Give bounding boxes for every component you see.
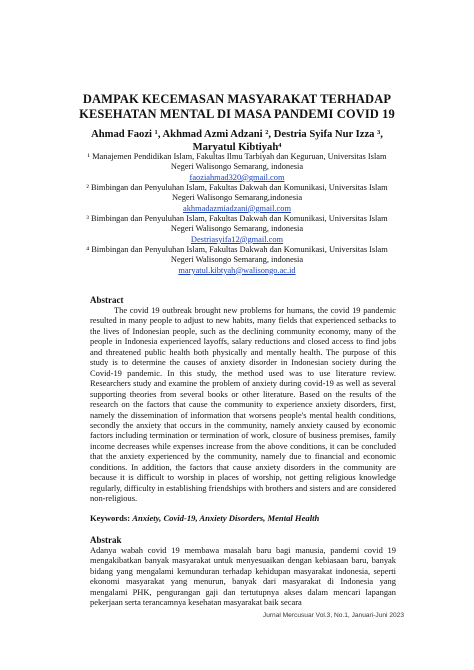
affiliation-2 xyxy=(86,183,388,214)
journal-footer: Jurnal Mercusuar Vol.3, No.1, Januari-Juni 2023 xyxy=(262,612,404,619)
keywords-list: Anxiety, Covid-19, Anxiety Disorders, Mental Health xyxy=(132,513,320,523)
affiliation-email-link[interactable]: akhmadazmiadzani@gmail.com xyxy=(183,203,291,213)
abstract-heading: Abstract xyxy=(90,295,124,305)
affiliation-email-link[interactable]: faoziahmad320@gmail.com xyxy=(189,172,285,182)
affiliation-text: ¹ Manajemen Pendidikan Islam, Fakultas Ilmu Tarbiyah dan Keguruan, Universitas Islam Negeri Walisongo Semarang, indonesia xyxy=(87,152,387,172)
paper-title: DAMPAK KECEMASAN MASYARAKAT TERHADAP KESEHATAN MENTAL DI MASA PANDEMI COVID 19 xyxy=(79,92,395,121)
keywords-line xyxy=(90,513,396,523)
affiliation-3 xyxy=(86,214,388,245)
abstrak-body: Adanya wabah covid 19 membawa masalah baru bagi manusia, pandemi covid 19 mengakibatkan banyak masyarakat untuk menyesuaikan dengan kebiasaan baru, banyak bidang yang mengalami kemunduran terhadap kehidupan masyarakat indonesia, seperti ekonomi masyarakat yang menurun, banyak dari masyarakat di Indonesia yang mengalami PHK, pengurangan gaji dan tertutupnya akses dalam mencari lapangan pekerjaan serta terancamnya kesehatan masyarakat baik secara xyxy=(90,545,396,608)
affiliation-text: ³ Bimbingan dan Penyuluhan Islam, Fakultas Dakwah dan Komunikasi, Universitas Islam Negeri Walisongo Semarang, indonesia xyxy=(86,214,388,234)
abstract-body: The covid 19 outbreak brought new problems for humans, the covid 19 pandemic resulted in many people to adjust to new habits, many fields that experienced setbacks to the lives of Indonesian people, such as the declining community economy, many of the people in Indonesia experienced layoffs, salary reductions and closed access to find jobs and threatened public health both physically and mentally health. The purpose of this study is to determine the causes of anxiety disorder in Indonesian society during the Covid-19 pandemic. In this study, the method used was to use literature review. Researchers study and examine the problem of anxiety during covid-19 as well as several supporting theories from several books or other literature. Based on the results of the research on the factors that cause the community to experience anxiety disorders, first, namely the dissemination of information that worsens people's mental health conditions, secondly the anxiety that occurs in the community, namely anxiety caused by economic factors including termination or termination of work, closure of business premises, family income decreases while expenses increase from the above conditions, it can be concluded that the anxiety experienced by the community, namely due to financial and economic conditions. In addition, the factors that cause anxiety disorders in the community are because it is difficult to worship in places of worship, not getting religious knowledge regularly, difficulty in establishing friendships with brothers and sisters and are considered non-religious. xyxy=(90,305,396,504)
keywords-label: Keywords: xyxy=(90,513,131,523)
affiliation-text: ⁴ Bimbingan dan Penyuluhan Islam, Fakultas Dakwah dan Komunikasi, Universitas Islam Negeri Walisongo Semarang, indonesia xyxy=(86,245,388,265)
affiliation-text: ² Bimbingan dan Penyuluhan Islam, Fakultas Dakwah dan Komunikasi, Universitas Islam Negeri Walisongo Semarang,indonesia xyxy=(86,183,388,203)
affiliation-email-link[interactable]: Destriasyifa12@gmail.com xyxy=(190,234,284,244)
author-list: Ahmad Faozi ¹, Akhmad Azmi Adzani ², Destria Syifa Nur Izza ³, Maryatul Kibtiyah⁴ xyxy=(91,129,383,153)
affiliation-4 xyxy=(86,245,388,276)
affiliation-email-link[interactable]: maryatul.kibtyah@walisongo.ac.id xyxy=(178,265,296,275)
abstrak-heading: Abstrak xyxy=(90,535,122,545)
affiliation-1 xyxy=(86,152,388,183)
